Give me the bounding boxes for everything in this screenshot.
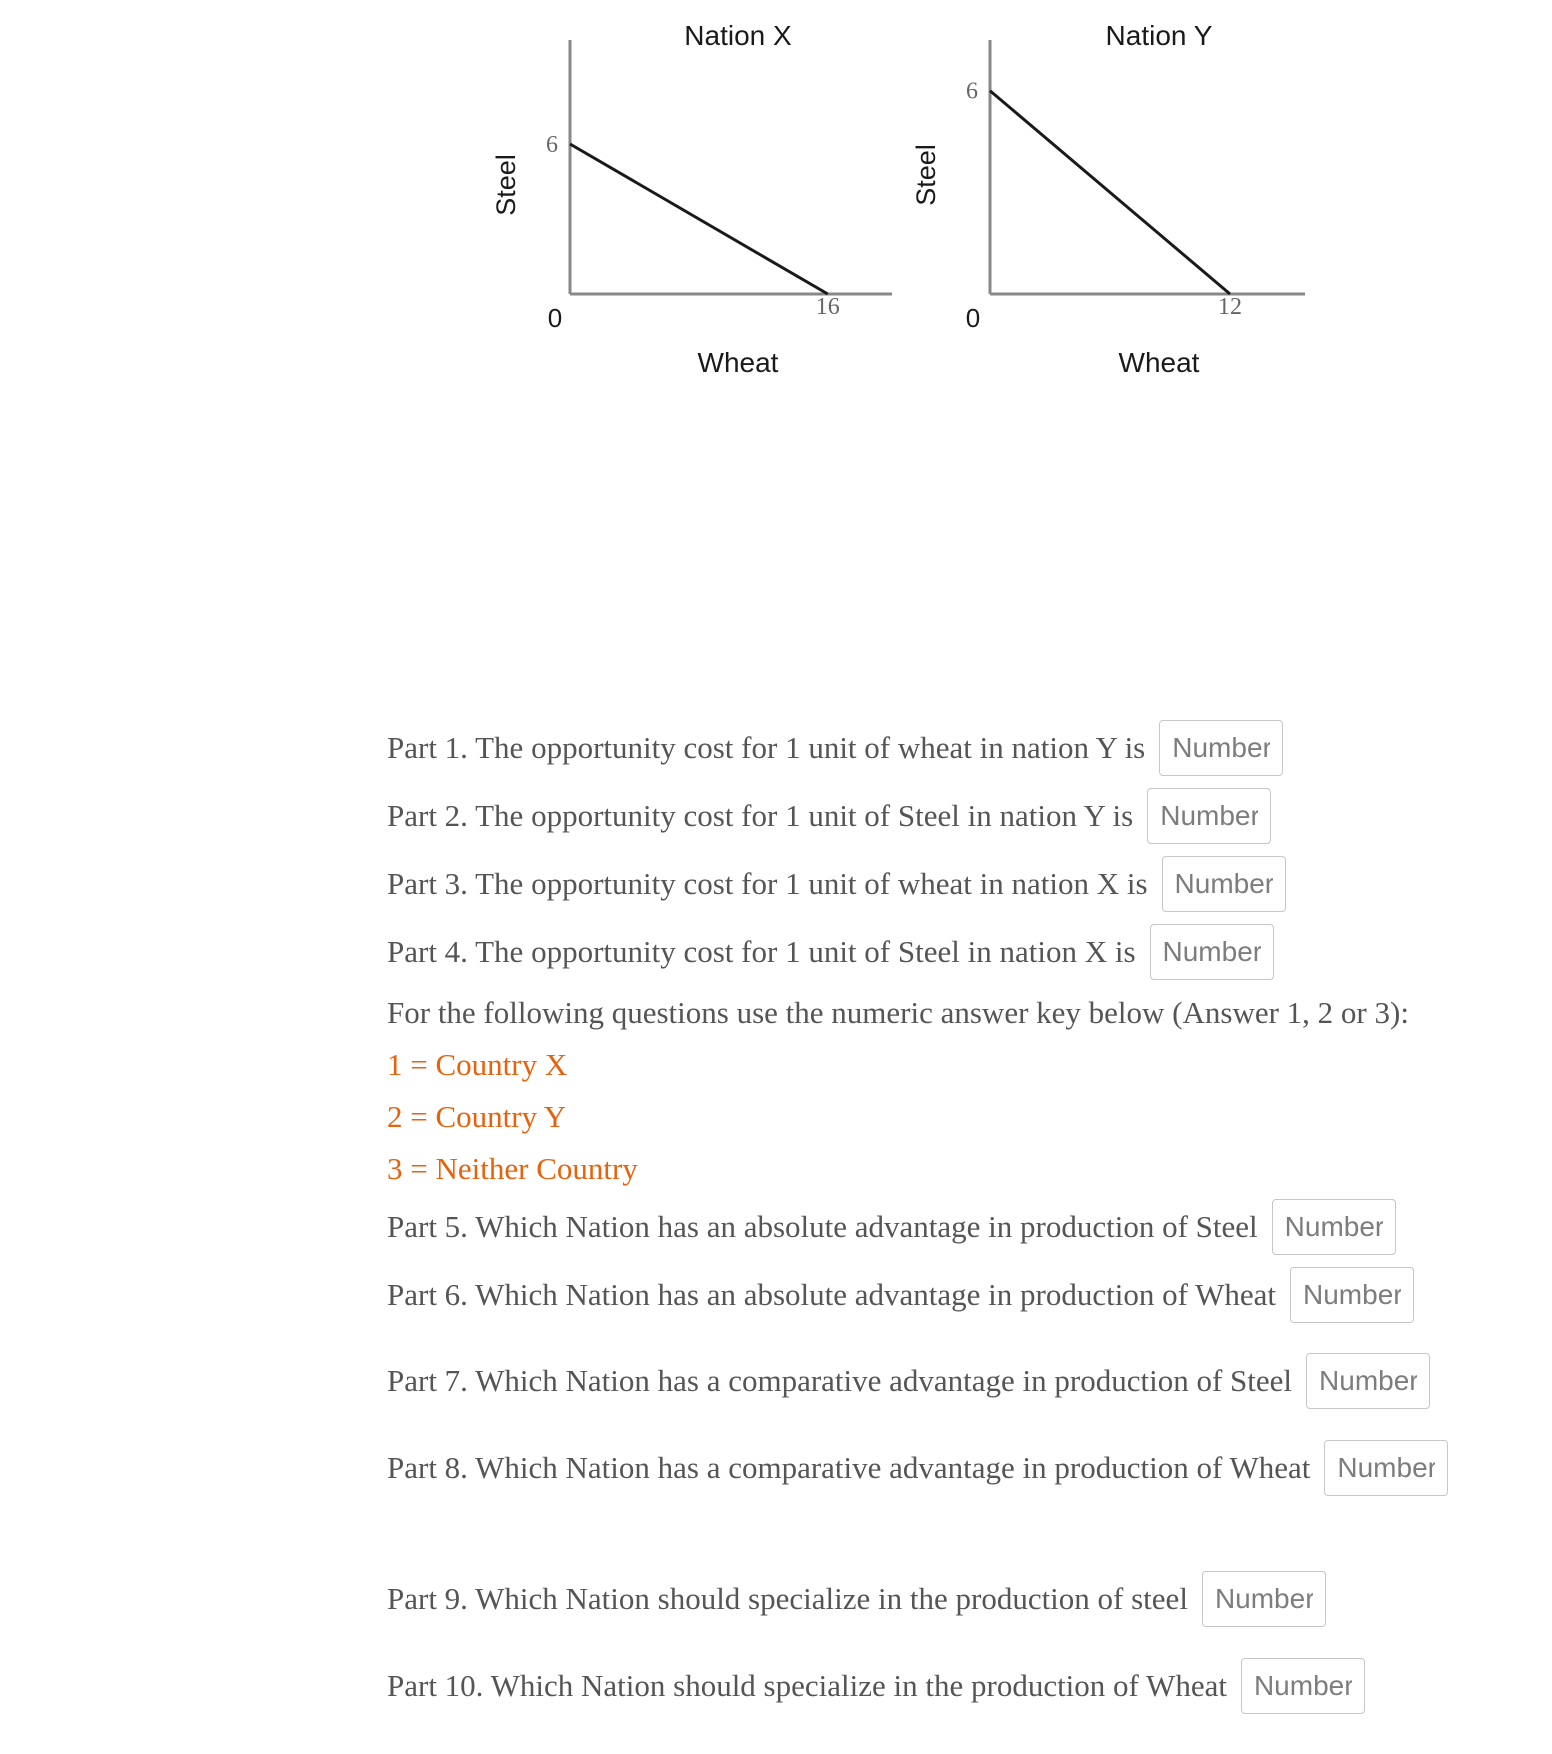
ppf-chart-nation-y	[900, 0, 1360, 400]
answer-input-part-1[interactable]	[1159, 720, 1283, 776]
origin-label: 0	[547, 303, 563, 333]
question-text: Part 4. The opportunity cost for 1 unit of Steel in nation X is	[387, 934, 1136, 969]
x-axis-label: Wheat	[697, 347, 779, 378]
ppf-line	[990, 91, 1230, 294]
question-text: Part 8. Which Nation has a comparative advantage in production of Wheat	[387, 1450, 1311, 1485]
question-text: Part 6. Which Nation has an absolute advantage in production of Wheat	[387, 1277, 1276, 1312]
answer-input-part-8[interactable]	[1324, 1440, 1448, 1496]
answer-key-instruction: For the following questions use the numeric answer key below (Answer 1, 2 or 3):	[387, 995, 1409, 1030]
question-row-part-10	[387, 1658, 1365, 1714]
question-row-part-6	[387, 1267, 1414, 1323]
ppf-chart-nation-y-svg	[900, 0, 1360, 400]
answer-input-part-6[interactable]	[1290, 1267, 1414, 1323]
question-text: Part 2. The opportunity cost for 1 unit of Steel in nation Y is	[387, 798, 1134, 833]
question-row-part-3	[387, 856, 1286, 912]
chart-title: Nation Y	[1105, 20, 1213, 51]
answer-input-part-5[interactable]	[1272, 1199, 1396, 1255]
answer-input-part-4[interactable]	[1150, 924, 1274, 980]
chart-title: Nation X	[684, 20, 792, 51]
y-axis-label: Steel	[911, 144, 941, 206]
answer-input-part-9[interactable]	[1202, 1571, 1326, 1627]
question-text: Part 7. Which Nation has a comparative advantage in production of Steel	[387, 1363, 1293, 1398]
x-tick-label: 16	[815, 294, 840, 320]
question-text: Part 1. The opportunity cost for 1 unit of wheat in nation Y is	[387, 730, 1146, 765]
question-row-part-8	[387, 1440, 1448, 1496]
answer-key-option-1: 1 = Country X	[387, 1047, 568, 1082]
question-row-part-5	[387, 1199, 1396, 1255]
question-row-part-1	[387, 720, 1283, 776]
question-text: Part 3. The opportunity cost for 1 unit of wheat in nation X is	[387, 866, 1148, 901]
question-row-part-7	[387, 1353, 1430, 1409]
x-axis-label: Wheat	[1118, 347, 1200, 378]
ppf-chart-nation-x	[480, 0, 940, 400]
ppf-chart-nation-x-svg	[480, 0, 940, 400]
question-row-part-9	[387, 1571, 1326, 1627]
y-tick-label: 6	[546, 132, 558, 158]
answer-key-option-2: 2 = Country Y	[387, 1099, 567, 1134]
answer-input-part-7[interactable]	[1306, 1353, 1430, 1409]
x-tick-label: 12	[1218, 294, 1242, 320]
origin-label: 0	[965, 303, 981, 333]
question-text: Part 10. Which Nation should specialize in the production of Wheat	[387, 1668, 1227, 1703]
ppf-line	[570, 144, 828, 294]
answer-input-part-10[interactable]	[1241, 1658, 1365, 1714]
question-row-part-2	[387, 788, 1271, 844]
y-tick-label: 6	[966, 78, 978, 105]
answer-key-option-3: 3 = Neither Country	[387, 1151, 638, 1186]
question-row-part-4	[387, 924, 1274, 980]
question-text: Part 9. Which Nation should specialize in the production of steel	[387, 1581, 1188, 1616]
answer-input-part-3[interactable]	[1162, 856, 1286, 912]
question-text: Part 5. Which Nation has an absolute advantage in production of Steel	[387, 1209, 1258, 1244]
y-axis-label: Steel	[491, 154, 521, 216]
answer-input-part-2[interactable]	[1147, 788, 1271, 844]
